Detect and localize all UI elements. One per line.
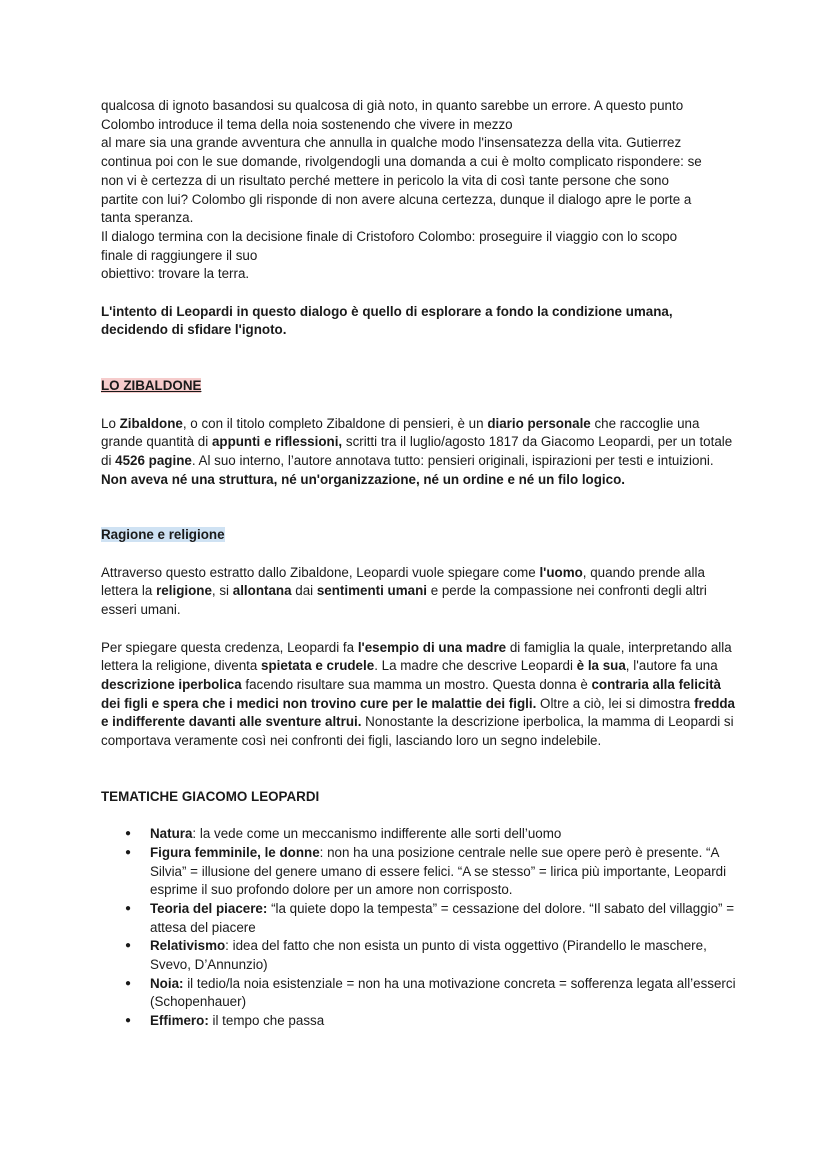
document-page: [101, 97, 741, 1031]
list-item: ● Effimero: il tempo che passa: [150, 1012, 741, 1031]
ragione-paragraph-1: Attraverso questo estratto dallo Zibaldone, Leopardi vuole spiegare come l'uomo, quando prende alla lettera la religione, si allontana dai sentimenti umani e perde la compassione nei confronti degli altri esseri umani.: [101, 564, 707, 618]
list-item: ● Natura: la vede come un meccanismo indifferente alle sorti dell’uomo: [150, 825, 741, 844]
ragione-paragraph-2: Per spiegare questa credenza, Leopardi fa l'esempio di una madre di famiglia la quale, interpretando alla lettera la religione, diventa spietata e crudele. La madre che descrive Leopardi è la sua, l'autore fa una descrizione iperbolica facendo risultare sua mamma un mostro. Questa donna è contraria alla felicità dei figli e spera che i medici non trovino cure per le malattie dei figli. Oltre a ciò, lei si dimostra fredda e indifferente davanti alle sventure altrui. Nonostante la descrizione iperbolica, la mamma di Leopardi si comportava veramente così nei confronti dei figli, lasciando loro un segno indelebile.: [101, 639, 736, 749]
list-item: ● Teoria del piacere: “la quiete dopo la tempesta” = cessazione del dolore. “Il sabato del villaggio” = attesa del piacere: [150, 900, 741, 937]
zibaldone-paragraph: Lo Zibaldone, o con il titolo completo Zibaldone di pensieri, è un diario personale che raccoglie una grande quantità di appunti e riflessioni, scritti tra il luglio/agosto 1817 da Giacomo Leopardi, per un totale di 4526 pagine. Al suo interno, l’autore annotava tutto: pensieri originali, ispirazioni per testi e intuizioni. Non aveva né una struttura, né un'organizzazione, né un ordine e né un filo logico.: [101, 415, 733, 487]
intro-paragraph: qualcosa di ignoto basandosi su qualcosa di già noto, in quanto sarebbe un errore. A questo punto Colombo introduce il tema della noia sostenendo che vivere in mezzo al mare sia una grande avventura che annulla in qualche modo l'insensatezza della vita. Gutierrez continua poi con le sue domande, rivolgendogli una domanda a cui è molto complicato rispondere: se non vi è certezza di un risultato perché mettere in pericolo la vita di così tante persone che sono partite con lui? Colombo gli risponde di non avere alcuna certezza, dunque il dialogo apre le porte a tanta speranza. Il dialogo termina con la decisione finale di Cristoforo Colombo: proseguire il viaggio con lo scopo finale di raggiungere il suo obiettivo: trovare la terra.: [101, 98, 702, 282]
zibaldone-heading: LO ZIBALDONE: [101, 378, 202, 394]
leopardi-intent: L'intento di Leopardi in questo dialogo è quello di esplorare a fondo la condizione umana, decidendo di sfidare l'ignoto.: [101, 303, 673, 338]
list-item: ● Noia: il tedio/la noia esistenziale = non ha una motivazione concreta = sofferenza legata all’esserci (Schopenhauer): [150, 975, 741, 1012]
list-item: ● Relativismo: idea del fatto che non esista un punto di vista oggettivo (Pirandello le maschere, Svevo, D’Annunzio): [150, 937, 741, 974]
ragione-heading: Ragione e religione: [101, 527, 225, 543]
tematiche-heading: TEMATICHE GIACOMO LEOPARDI: [101, 788, 320, 804]
tematiche-list: [101, 825, 741, 1031]
list-item: ● Figura femminile, le donne: non ha una posizione centrale nelle sue opere però è presente. “A Silvia” = illusione del genere umano di essere felici. “A se stesso” = lirica più importante, Leopardi esprime il suo profondo dolore per un amore non corrisposto.: [150, 844, 741, 900]
